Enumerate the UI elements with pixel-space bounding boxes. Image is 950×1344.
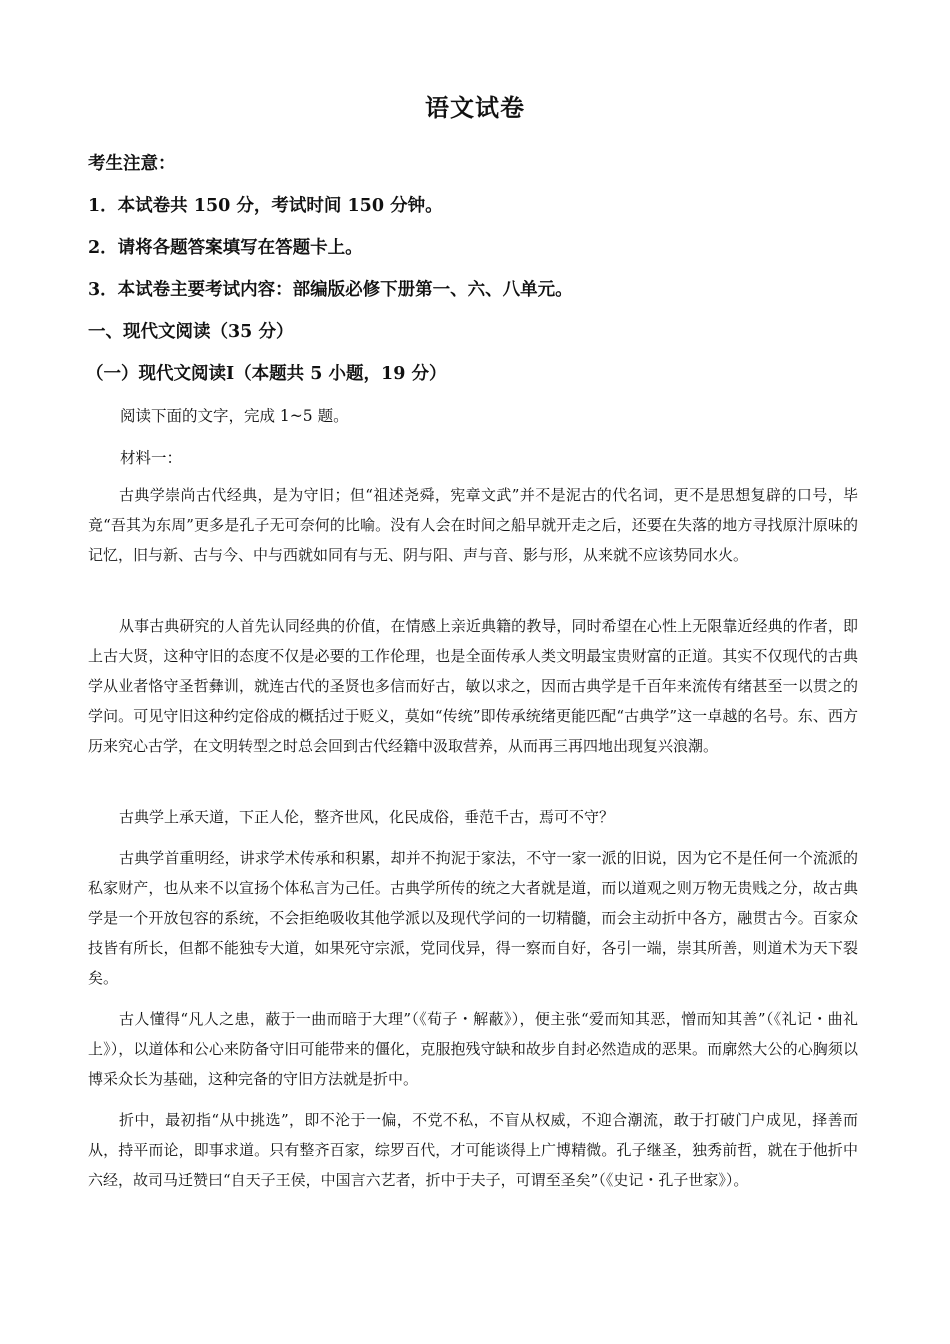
paragraph-6: 折中，最初指“从中挑选”，即不沦于一偏，不党不私，不盲从权威，不迎合潮流，敢于打破门户成见，择善而从，持平而论，即事求道。只有整齐百家，综罗百代，才可能谈得上广博精微。孔子继圣，独秀前哲，就在于他折中六经，故司马迁赞曰“自天子王侯，中国言六艺者，折中于夫子，可谓至圣矣”（《史记・孔子世家》）。 bbox=[88, 1111, 858, 1189]
notice-heading: 考生注意： bbox=[88, 154, 176, 174]
paragraph-5: 古人懂得“凡人之患，蔽于一曲而暗于大理”（《荀子・解蔽》），便主张“爱而知其恶，憎而知其善”（《礼记・曲礼上》），以道体和公心来防备守旧可能带来的僵化，克服抱残守缺和故步自封必然造成的恶果。而廓然大公的心胸须以博采众长为基础，这种完备的守旧方法就是折中。 bbox=[88, 1010, 858, 1088]
paragraph-1: 古典学崇尚古代经典，是为守旧；但“祖述尧舜，宪章文武”并不是泥古的代名词，更不是思想复辟的口号，毕竟“吾其为东周”更多是孔子无可奈何的比喻。没有人会在时间之船早就开走之后，还要在失落的地方寻找原汁原味的记忆，旧与新、古与今、中与西就如同有与无、阴与阳、声与音、影与形，从来就不应该势同水火。 bbox=[88, 486, 858, 564]
notice-item-1: 1．本试卷共 150 分，考试时间 150 分钟。 bbox=[88, 196, 443, 216]
notice-item-3: 3．本试卷主要考试内容：部编版必修下册第一、六、八单元。 bbox=[88, 280, 573, 300]
paragraph-2: 从事古典研究的人首先认同经典的价值，在情感上亲近典籍的教导，同时希望在心性上无限靠近经典的作者，即上古大贤，这种守旧的态度不仅是必要的工作伦理，也是全面传承人类文明最宝贵财富的正道。其实不仅现代的古典学从业者恪守圣哲彝训，就连古代的圣贤也多信而好古，敏以求之，因而古典学是千百年来流传有绪甚至一以贯之的学问。可见守旧这种约定俗成的概括过于贬义，莫如“传统”即传承统绪更能匹配“古典学”这一卓越的名号。东、西方历来究心古学，在文明转型之时总会回到古代经籍中汲取营养，从而再三再四地出现复兴浪潮。 bbox=[88, 617, 858, 755]
section-subheading: （一）现代文阅读Ⅰ（本题共 5 小题，19 分） bbox=[86, 364, 447, 384]
material-label: 材料一： bbox=[120, 449, 183, 467]
notice-item-2: 2．请将各题答案填写在答题卡上。 bbox=[88, 238, 363, 258]
paragraph-4: 古典学首重明经，讲求学术传承和积累，却并不拘泥于家法，不守一家一派的旧说，因为它不是任何一个流派的私家财产，也从来不以宣扬个体私言为己任。古典学所传的统之大者就是道，而以道观之则万物无贵贱之分，故古典学是一个开放包容的系统，不会拒绝吸收其他学派以及现代学问的一切精髓，而会主动折中各方，融贯古今。百家众技皆有所长，但都不能独专大道，如果死守宗派，党同伐异，得一察而自好，各引一端，崇其所善，则道术为天下裂矣。 bbox=[88, 849, 858, 987]
section-heading: 一、现代文阅读（35 分） bbox=[88, 322, 294, 342]
paragraph-3: 古典学上承天道，下正人伦，整齐世风，化民成俗，垂范千古，焉可不守？ bbox=[119, 808, 615, 826]
page-title: 语文试卷 bbox=[425, 93, 525, 122]
reading-instruction: 阅读下面的文字，完成 1~5 题。 bbox=[120, 407, 349, 425]
